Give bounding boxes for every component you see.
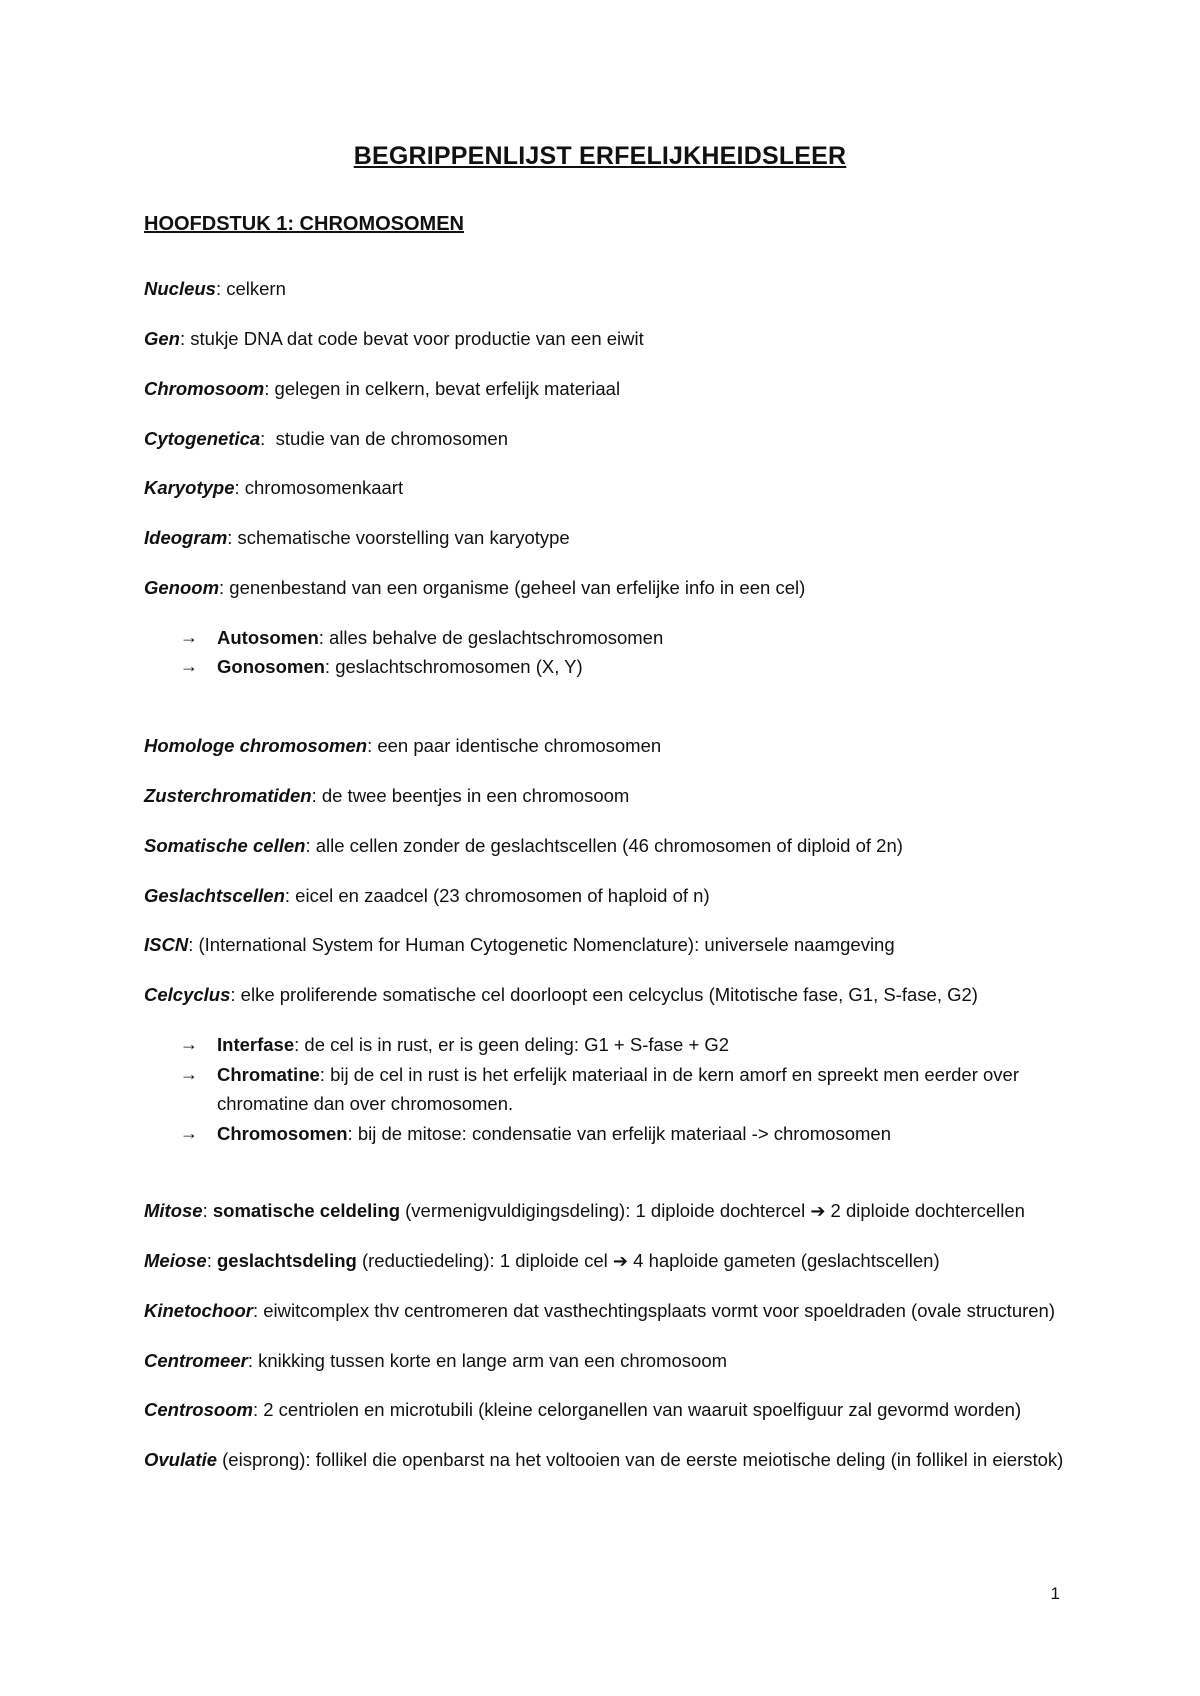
entry-chromosoom: Chromosoom: gelegen in celkern, bevat erfelijk materiaal: [144, 378, 621, 399]
arrow-icon: →: [180, 627, 198, 647]
sub-item-gonosomen: → Gonosomen: geslachtschromosomen (X, Y): [180, 652, 1060, 681]
arrow-icon: →: [180, 1064, 198, 1084]
entry-genoom: Genoom: genenbestand van een organisme (geheel van erfelijke info in een cel): [144, 577, 806, 598]
arrow-icon: →: [180, 1034, 198, 1054]
entry-ideogram: Ideogram: schematische voorstelling van karyotype: [144, 527, 570, 548]
entry-celcyclus: Celcyclus: elke proliferende somatische cel doorloopt een celcyclus (Mitotische fase, G1, S-fase, G2): [144, 984, 978, 1005]
entry-homologe-chromosomen: Homologe chromosomen: een paar identische chromosomen: [144, 735, 662, 756]
entry-mitose: Mitose: somatische celdeling (vermenigvuldigingsdeling): 1 diploide dochtercel ➔ 2 diploide dochtercellen: [144, 1200, 1025, 1221]
entry-meiose: Meiose: geslachtsdeling (reductiedeling): 1 diploide cel ➔ 4 haploide gameten (geslachtscellen): [144, 1250, 940, 1271]
sub-item-interfase: → Interfase: de cel is in rust, er is geen deling: G1 + S-fase + G2: [180, 1030, 1060, 1059]
entry-nucleus: Nucleus: celkern: [144, 278, 286, 299]
entry-iscn: ISCN: (International System for Human Cytogenetic Nomenclature): universele naamgeving: [144, 934, 895, 955]
entry-somatische-cellen: Somatische cellen: alle cellen zonder de geslachtscellen (46 chromosomen of diploid of 2n): [144, 835, 903, 856]
entry-zusterchromatiden: Zusterchromatiden: de twee beentjes in een chromosoom: [144, 785, 630, 806]
right-arrow-icon: ➔: [810, 1201, 826, 1221]
sub-item-autosomen: → Autosomen: alles behalve de geslachtschromosomen: [180, 623, 1060, 652]
sub-item-chromatine: → Chromatine: bij de cel in rust is het erfelijk materiaal in de kern amorf en spreekt men eerder over chromatine dan over chromosomen.: [180, 1060, 1060, 1118]
entry-gen: Gen: stukje DNA dat code bevat voor productie van een eiwit: [144, 328, 644, 349]
entry-karyotype: Karyotype: chromosomenkaart: [144, 477, 404, 498]
arrow-icon: →: [180, 1123, 198, 1143]
entry-centrosoom: Centrosoom: 2 centriolen en microtubili (kleine celorganellen van waaruit spoelfiguur zal gevormd worden): [144, 1399, 1022, 1420]
entry-centromeer: Centromeer: knikking tussen korte en lange arm van een chromosoom: [144, 1350, 728, 1371]
entry-cytogenetica: Cytogenetica: studie van de chromosomen: [144, 428, 508, 449]
entry-geslachtscellen: Geslachtscellen: eicel en zaadcel (23 chromosomen of haploid of n): [144, 885, 710, 906]
sub-item-chromosomen: → Chromosomen: bij de mitose: condensatie van erfelijk materiaal -> chromosomen: [180, 1119, 1060, 1148]
page-number: 1: [1050, 1584, 1060, 1603]
arrow-icon: →: [180, 656, 198, 676]
right-arrow-icon: ➔: [612, 1251, 628, 1271]
chapter-heading: HOOFDSTUK 1: CHROMOSOMEN: [144, 213, 464, 235]
document-title: BEGRIPPENLIJST ERFELIJKHEIDSLEER: [353, 142, 847, 170]
entry-ovulatie: Ovulatie (eisprong): follikel die openbarst na het voltooien van de eerste meiotische deling (in follikel in eierstok): [144, 1449, 1064, 1470]
entry-kinetochoor: Kinetochoor: eiwitcomplex thv centromeren dat vasthechtingsplaats vormt voor spoeldraden (ovale structuren): [144, 1300, 1056, 1321]
